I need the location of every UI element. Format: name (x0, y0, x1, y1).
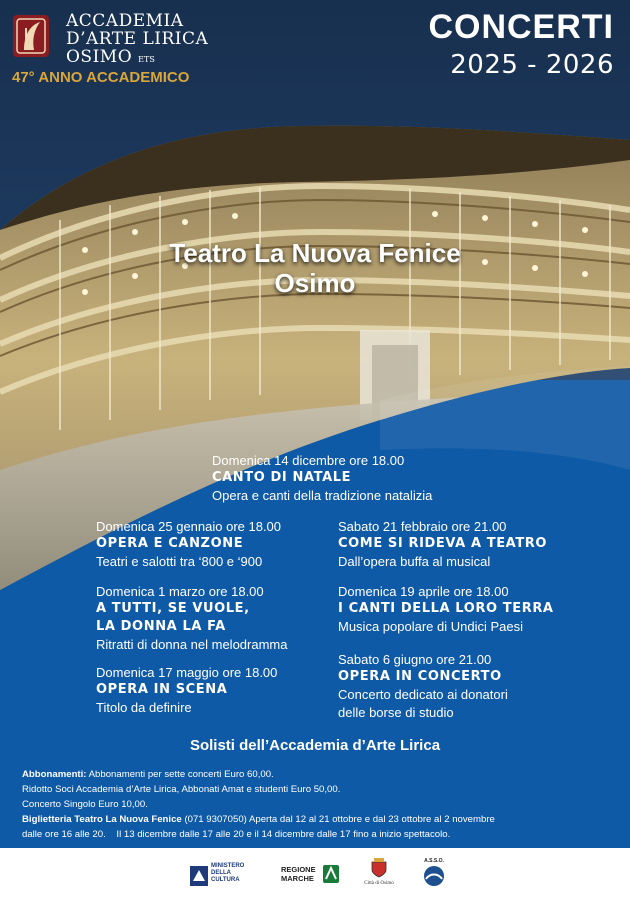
solisti-heading: Solisti dell’Accademia d’Arte Lirica (189, 737, 441, 754)
event-date: Sabato 6 giugno ore 21.00 (338, 652, 492, 667)
event-subtitle: Titolo da definire (96, 700, 192, 715)
asso-logo (418, 858, 450, 892)
info-biglietteria-line2: dalle ore 16 alle 20. Il 13 dicembre dalle 17 alle 20 e il 14 dicembre dalle 17 fino a inizio spettacolo. (22, 829, 451, 840)
regione-marche-logo (281, 858, 351, 892)
ministero-line2: DELLA (211, 870, 231, 876)
season-years: 2025 - 2026 (450, 50, 614, 80)
event-title: OPERA IN SCENA (96, 682, 228, 697)
page-title: CONCERTI (428, 8, 614, 46)
org-name-line2: D’ARTE LIRICA (66, 29, 209, 49)
ministero-line3: CULTURA (211, 877, 240, 883)
event-title: CANTO DI NATALE (212, 470, 352, 485)
ministero-cultura-logo (190, 858, 254, 892)
event-date: Domenica 17 maggio ore 18.00 (96, 665, 278, 680)
biglietteria-label: Biglietteria Teatro La Nuova Fenice (22, 814, 182, 825)
regione-emblem-icon (323, 865, 339, 883)
event-opera-e-canzone (96, 518, 281, 571)
event-title: OPERA IN CONCERTO (338, 669, 502, 684)
event-date: Domenica 14 dicembre ore 18.00 (212, 453, 405, 468)
asso-label: A.S.S.O. (424, 858, 444, 864)
event-subtitle: Ritratti di donna nel melodramma (96, 637, 288, 652)
event-title: I CANTI DELLA LORO TERRA (338, 601, 554, 616)
event-title: OPERA E CANZONE (96, 536, 244, 551)
org-name-line3 (66, 48, 155, 69)
osimo-crest-icon (371, 858, 387, 878)
biglietteria-text: (071 9307050) Aperta dal 12 al 21 ottobre e dal 23 ottobre al 2 novembre (184, 814, 495, 825)
accademia-logo-icon (12, 14, 50, 58)
event-subtitle-line1: Concerto dedicato ai donatori (338, 687, 508, 702)
info-singolo: Concerto Singolo Euro 10,00. (22, 799, 148, 810)
ministero-emblem-icon (190, 866, 208, 886)
event-title: COME SI RIDEVA A TEATRO (338, 536, 548, 551)
venue-city: Osimo (274, 268, 356, 298)
event-a-tutti-se-vuole (96, 583, 287, 654)
regione-line1: REGIONE (281, 865, 316, 874)
event-title-line1: A TUTTI, SE VUOLE, (96, 601, 250, 616)
abbonamenti-label: Abbonamenti: (22, 769, 87, 780)
abbonamenti-text: Abbonamenti per sette concerti Euro 60,00. (88, 769, 274, 780)
anno-accademico: 47° ANNO ACCADEMICO (12, 69, 190, 86)
citta-label: Città di Osimo (364, 881, 394, 886)
event-subtitle: Opera e canti della tradizione natalizia (212, 488, 433, 503)
event-i-canti-della-loro-terra (338, 583, 554, 636)
event-date: Domenica 1 marzo ore 18.00 (96, 584, 264, 599)
event-canto-di-natale (212, 452, 432, 505)
org-ets: ETS (138, 55, 155, 64)
venue-name: Teatro La Nuova Fenice (169, 238, 461, 268)
event-subtitle: Musica popolare di Undici Paesi (338, 619, 523, 634)
citta-osimo-logo (360, 858, 398, 892)
event-subtitle: Dall’opera buffa al musical (338, 554, 491, 569)
event-date: Domenica 25 gennaio ore 18.00 (96, 519, 282, 534)
event-date: Domenica 19 aprile ore 18.00 (338, 584, 509, 599)
event-title-line2: LA DONNA LA FA (96, 619, 226, 634)
regione-line2: MARCHE (281, 874, 314, 883)
asso-emblem-icon (422, 865, 446, 887)
event-subtitle: Teatri e salotti tra ‘800 e ‘900 (96, 554, 263, 569)
info-biglietteria (22, 812, 612, 827)
event-date: Sabato 21 febbraio ore 21.00 (338, 519, 507, 534)
org-name-line1: ACCADEMIA (66, 11, 184, 31)
info-ridotto: Ridotto Soci Accademia d’Arte Lirica, Abbonati Amat e studenti Euro 50,00. (22, 784, 341, 795)
event-opera-in-scena (96, 664, 277, 717)
org-city: OSIMO (66, 47, 133, 67)
event-come-si-rideva (338, 518, 547, 571)
info-abbonamenti (22, 767, 612, 782)
event-subtitle-line2: delle borse di studio (338, 705, 454, 720)
event-opera-in-concerto (338, 651, 508, 722)
ministero-line1: MINISTERO (211, 863, 245, 869)
